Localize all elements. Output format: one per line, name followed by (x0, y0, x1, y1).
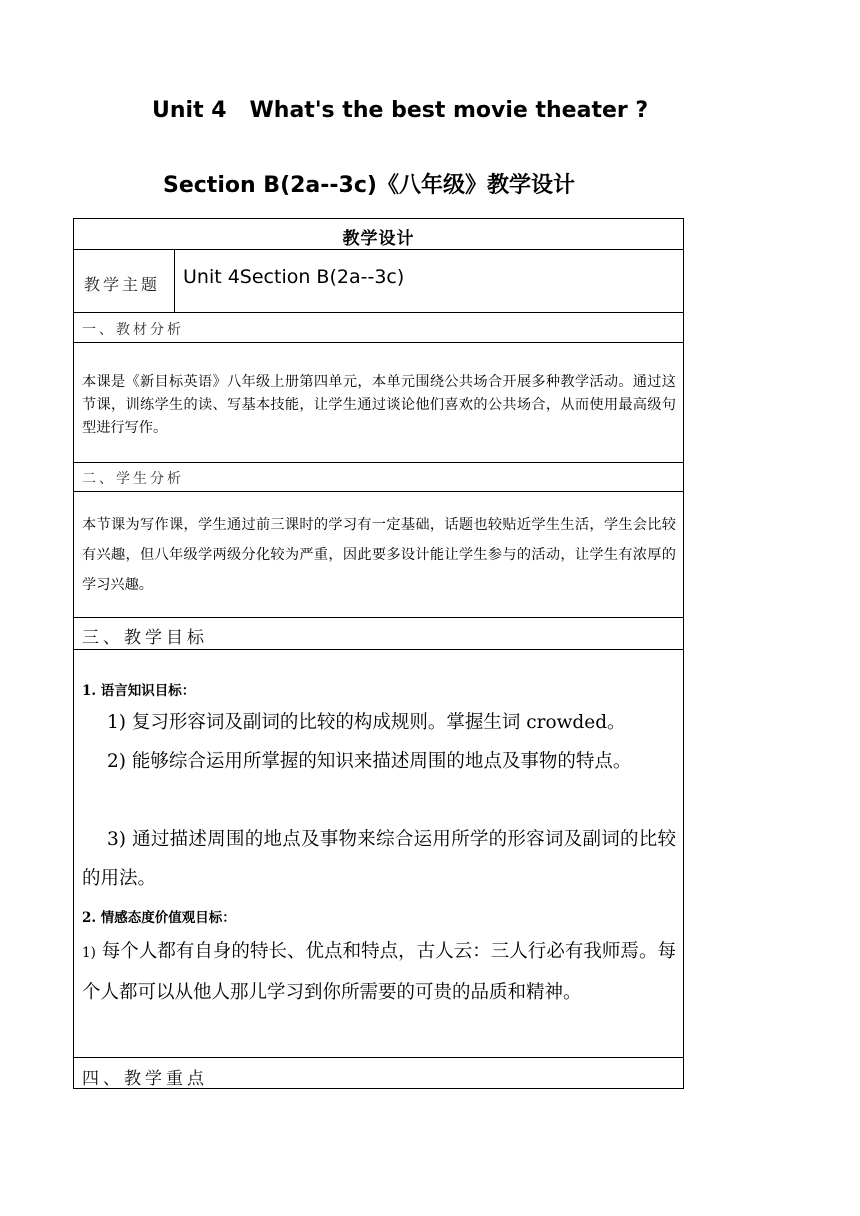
section-body-row (74, 343, 683, 463)
goal2-item-number: 1) (82, 945, 96, 961)
document-title: Unit 4 What's the best movie theater ? (152, 98, 649, 123)
section-heading-textbook: 一、教材分析 (82, 322, 184, 338)
section-heading-objectives: 三、教学目标 (82, 628, 208, 648)
section-heading-key-points: 四、教学重点 (82, 1069, 208, 1089)
table-header: 教学设计 (342, 229, 415, 249)
section-heading-row (74, 463, 683, 492)
theme-label: 教学主题 (84, 275, 161, 294)
theme-row (74, 250, 683, 313)
table-header-row (74, 219, 683, 250)
goal1-item-3: 3) 通过描述周围的地点及事物来综合运用所学的形容词及副词的比较的用法。 (82, 829, 676, 889)
goal2-item-text: 每个人都有自身的特长、优点和特点，古人云：三人行必有我师焉。每个人都可以从他人那儿学习到你所需要的可贵的品质和精神。 (82, 941, 676, 1003)
goal1-item-1: 1) 复习形容词及副词的比较的构成规则。掌握生词 crowded。 (107, 712, 626, 733)
lesson-design-table (73, 218, 684, 1089)
student-analysis-text: 本节课为写作课，学生通过前三课时的学习有一定基础，话题也较贴近学生生活，学生会比较有兴趣，但八年级学两级分化较为严重，因此要多设计能让学生参与的活动，让学生有浓厚的学习兴趣。 (82, 517, 676, 593)
theme-value: Unit 4Section B(2a--3c) (183, 266, 405, 288)
goal2-item-1 (82, 932, 676, 1012)
goal1-label: 1. 语言知识目标： (82, 683, 196, 699)
goal1-item-2: 2) 能够综合运用所掌握的知识来描述周围的地点及事物的特点。 (107, 751, 632, 772)
document-subtitle: Section B(2a--3c)《八年级》教学设计 (163, 173, 575, 198)
section-heading-row (74, 618, 683, 650)
section-heading-row (74, 1058, 683, 1088)
section-heading-students: 二、学生分析 (82, 471, 184, 487)
objectives-body-row (74, 650, 683, 1058)
textbook-analysis-text: 本课是《新目标英语》八年级上册第四单元，本单元围绕公共场合开展多种教学活动。通过这节课，训练学生的读、写基本技能，让学生通过谈论他们喜欢的公共场合，从而使用最高级句型进行写作。 (82, 374, 676, 436)
goal2-label: 2. 情感态度价值观目标： (82, 910, 236, 926)
section-heading-row (74, 313, 683, 343)
section-body-row (74, 492, 683, 618)
theme-label-cell (74, 250, 175, 312)
